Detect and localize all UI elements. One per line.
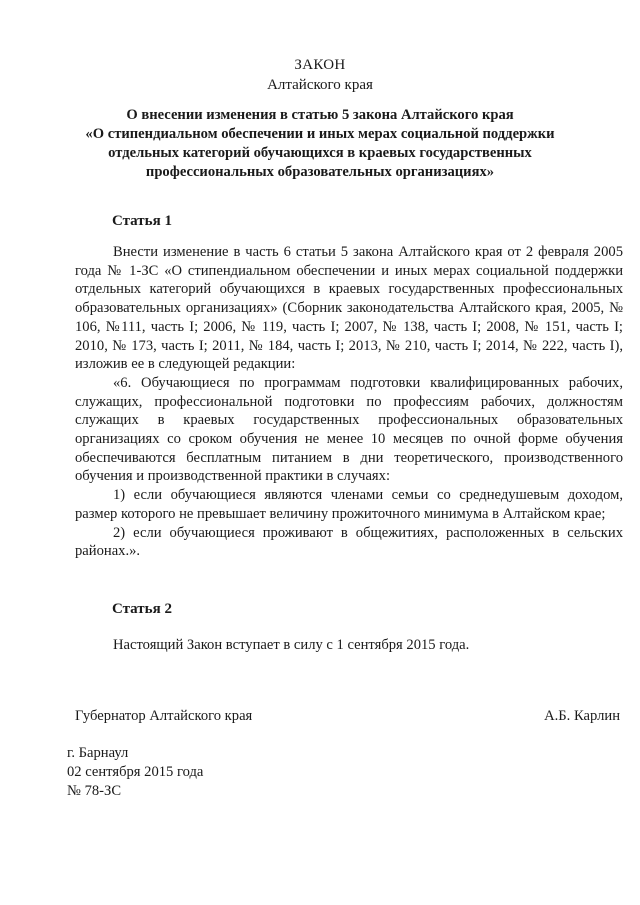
article-2-paragraph: Настоящий Закон вступает в силу с 1 сентября 2015 года. [113,637,470,653]
place-date-number [67,744,203,801]
document-region: Алтайского края [267,77,373,93]
signing-date: 02 сентября 2015 года [67,764,204,780]
document-title [0,106,640,182]
signature-block [75,708,620,725]
article-2-body [75,636,623,655]
article-1-heading: Статья 1 [112,213,172,229]
signatory-name: А.Б. Карлин [544,708,620,724]
place-of-signing: г. Барнаул [67,745,129,761]
title-line: О внесении изменения в статью 5 закона Алтайского края [126,107,514,123]
title-line: «О стипендиальном обеспечении и иных мерах социальной поддержки [85,126,555,142]
law-number: № 78-ЗС [67,783,122,799]
article-1-paragraph: Внести изменение в часть 6 статьи 5 закона Алтайского края от 2 февраля 2005 года № 1-ЗС «О стипендиальном обеспечении и иных мерах социальной поддержки отдельных категорий обучающихся в краевых государственных профессиональных образовательных организациях» (Сборник законодательства Алтайского края, 2005, № 106, №111, часть I; 2006, № 119, часть I; 2007, № 138, часть I; 2008, № 151, часть I; 2010, № 173, часть I; 2011, № 184, часть I; 2013, № 210, часть I; 2014, № 222, часть I), изложив ее в следующей редакции: [75,244,623,373]
article-1-body [75,243,623,561]
article-2-heading: Статья 2 [112,601,172,617]
title-line: отдельных категорий обучающихся в краевых государственных [108,145,532,161]
title-line: профессиональных образовательных организациях» [145,164,495,180]
article-1-paragraph: 2) если обучающиеся проживают в общежитиях, расположенных в сельских районах.». [75,524,623,560]
article-1-paragraph: «6. Обучающиеся по программам подготовки квалифицированных рабочих, служащих, профессиональной подготовки по профессиям рабочих, должностям служащих в краевых государственных профессиональных образовательных организациях со сроком обучения не менее 10 месяцев по очной форме обучения обеспечиваются бесплатным питанием в дни теоретического, производственного обучения и производственной практики в случаях: [75,374,623,485]
signatory-position: Губернатор Алтайского края [75,708,253,724]
article-1-paragraph: 1) если обучающиеся являются членами семьи со среднедушевым доходом, размер которого не превышает величину прожиточного минимума в Алтайском крае; [75,487,623,522]
document-type: ЗАКОН [294,57,346,73]
